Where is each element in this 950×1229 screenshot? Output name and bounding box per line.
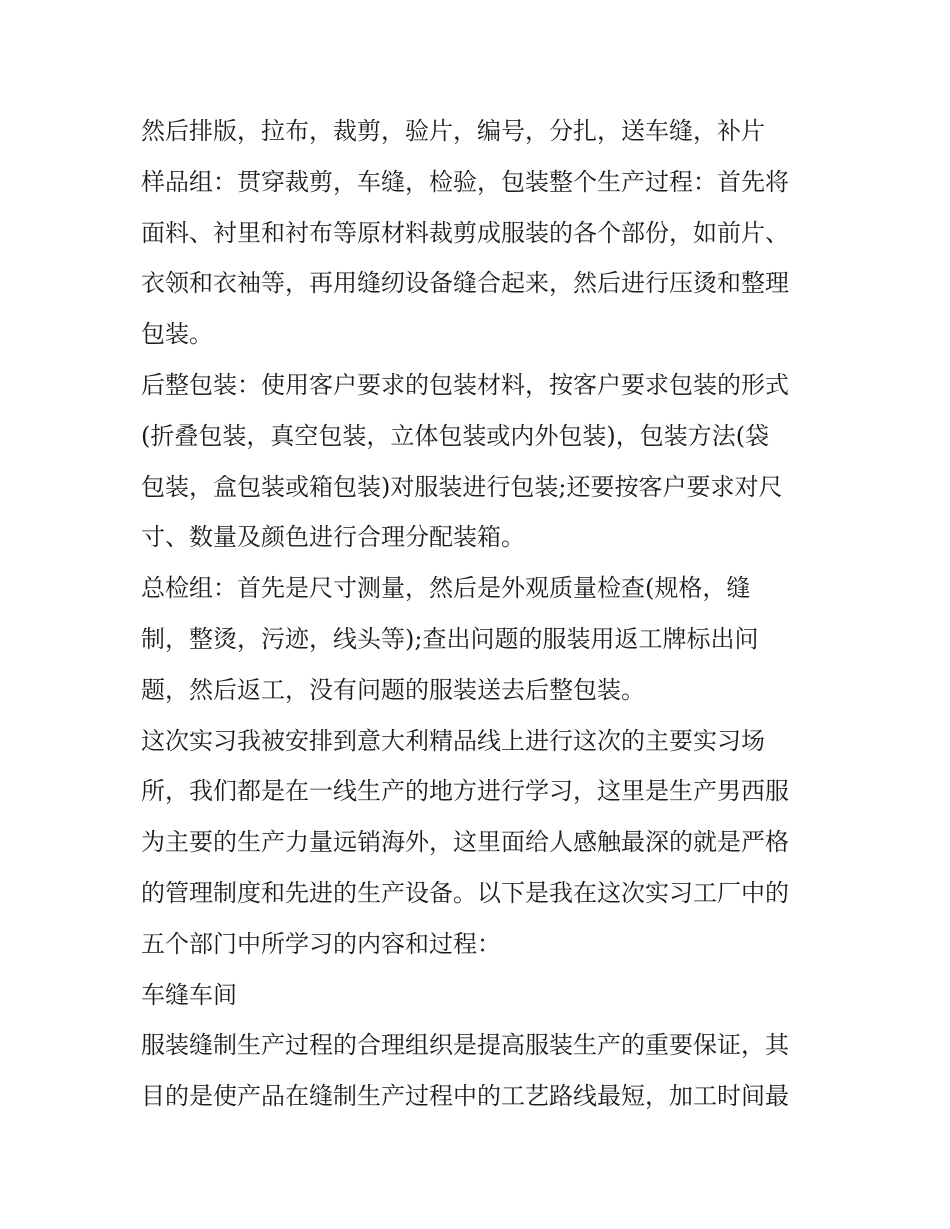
text-line: 所，我们都是在一线生产的地方进行学习，这里是生产男西服: [141, 777, 789, 806]
text-line: 制，整烫，污迹，线头等);查出问题的服装用返工牌标出问: [141, 624, 759, 653]
text-line: 包装。: [141, 320, 213, 349]
text-line: 总检组：首先是尺寸测量，然后是外观质量检查(规格，缝: [141, 574, 751, 603]
text-line: 为主要的生产力量远销海外，这里面给人感触最深的就是严格: [141, 828, 789, 857]
text-line: 五个部门中所学习的内容和过程：: [141, 929, 501, 958]
paragraph-internship: [141, 716, 813, 970]
paragraph-sample-group: [141, 157, 813, 360]
text-line: 包装，盒包装或箱包装)对服装进行包装;还要按客户要求对尺: [141, 472, 783, 501]
paragraph-sewing-organization: [141, 1020, 813, 1122]
paragraph-packaging: [141, 360, 813, 563]
text-line: 衣领和衣袖等，再用缝纫设备缝合起来，然后进行压烫和整理: [141, 269, 789, 298]
paragraph-inspection: [141, 563, 813, 715]
text-line: 面料、衬里和衬布等原材料裁剪成服装的各个部份，如前片、: [141, 218, 789, 247]
text-line: 服装缝制生产过程的合理组织是提高服装生产的重要保证，其: [141, 1031, 789, 1060]
document-body: [141, 106, 813, 1122]
text-line: 的管理制度和先进的生产设备。以下是我在这次实习工厂中的: [141, 878, 789, 907]
text-line: 样品组：贯穿裁剪，车缝，检验，包装整个生产过程：首先将: [141, 167, 789, 196]
text-line: 车缝车间: [141, 980, 237, 1009]
text-line: 后整包装：使用客户要求的包装材料，按客户要求包装的形式: [141, 370, 789, 399]
text-line: 这次实习我被安排到意大利精品线上进行这次的主要实习场: [141, 726, 765, 755]
section-heading-sewing-workshop: [141, 970, 813, 1021]
text-line: 然后排版，拉布，裁剪，验片，编号，分扎，送车缝，补片: [141, 117, 765, 145]
text-line: 题，然后返工，没有问题的服装送去后整包装。: [141, 675, 645, 704]
text-line: 目的是使产品在缝制生产过程中的工艺路线最短，加工时间最: [141, 1082, 789, 1111]
paragraph-cutting-steps: [141, 106, 813, 157]
text-line: 寸、数量及颜色进行合理分配装箱。: [141, 523, 525, 552]
text-line: (折叠包装，真空包装，立体包装或内外包装)，包装方法(袋: [141, 421, 770, 450]
